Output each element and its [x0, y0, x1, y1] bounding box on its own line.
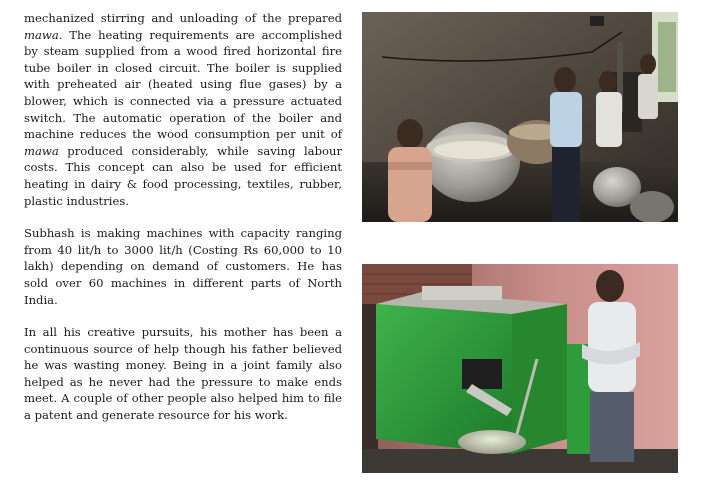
paragraph-family-support: In all his creative pursuits, his mother has been a continuous source of help though his father believed he was wasting money. Being in a joint family also helped as he never had the pressure to make ends meet. A couple of other people also helped him to file a patent and generate resource for his work. [24, 325, 342, 423]
italic-term-mawa: mawa [24, 27, 59, 42]
paragraph-mawa-process [24, 10, 342, 209]
photo-green-machine [362, 264, 678, 473]
italic-term-mawa: mawa [24, 143, 59, 158]
machine-scene-illustration [362, 264, 678, 473]
text-segment: mechanized stirring and unloading of the prepared [24, 11, 342, 25]
workshop-scene-illustration [362, 12, 678, 222]
photo-workshop-vessels [362, 12, 678, 222]
text-segment: produced considerably, while saving labour costs. This concept can also be used for efficient heating in dairy & food processing, textiles, rubber, plastic industries. [24, 143, 342, 208]
article-text-column [24, 10, 342, 440]
text-segment: . The heating requirements are accomplished by steam supplied from a wood fired horizontal fire tube boiler in closed circuit. The boiler is supplied with preheated air (heated using flue gases) by a blower, which is connected via a pressure actuated switch. The automatic operation of the boiler and machine reduces the wood consumption per unit of [24, 27, 342, 142]
paragraph-machine-capacity: Subhash is making machines with capacity ranging from 40 lit/h to 3000 lit/h (Costing Rs 60,000 to 10 lakh) depending on demand of customers. He has sold over 60 machines in different parts of North India. [24, 226, 342, 307]
